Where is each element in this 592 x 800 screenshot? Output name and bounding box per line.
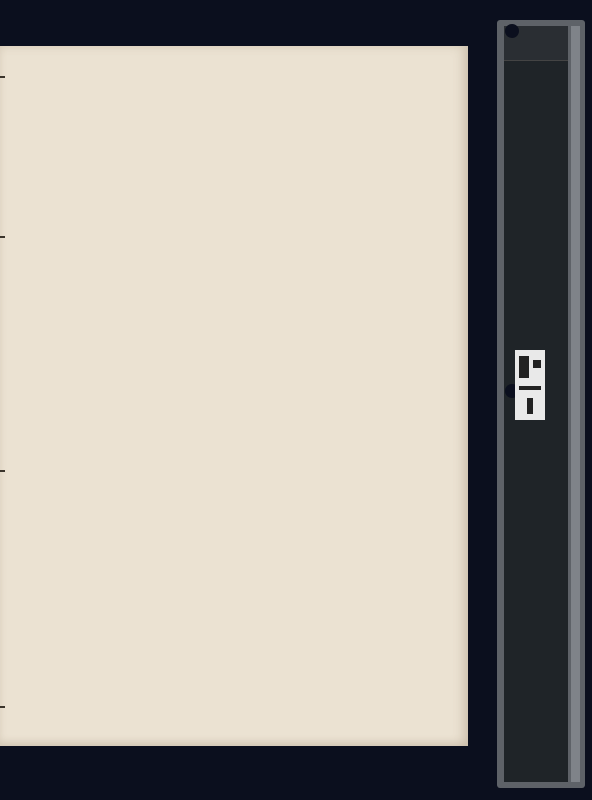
inch-ruler — [571, 26, 580, 782]
registration-patch — [515, 350, 545, 420]
punch-hole — [505, 24, 519, 38]
color-calibration-card — [497, 20, 585, 788]
document-page — [0, 46, 468, 746]
